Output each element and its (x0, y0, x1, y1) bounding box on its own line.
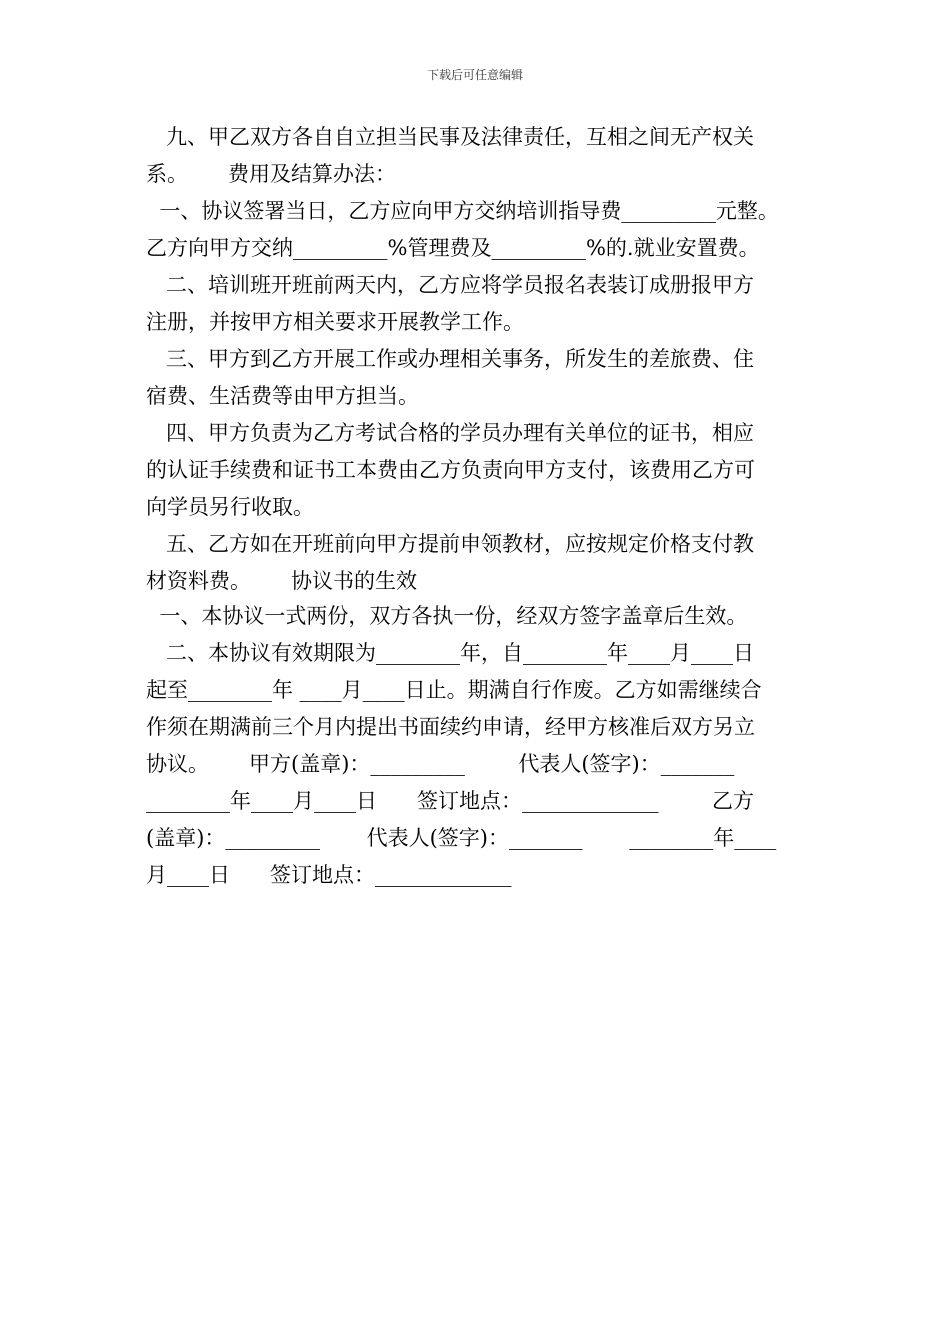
text-line: 系。 费用及结算办法： (146, 162, 397, 186)
text-line: 一、本协议一式两份，双方各执一份，经双方签字盖章后生效。 (146, 604, 748, 628)
text-line: 协议。 甲方(盖章)：_________ 代表人(签字)：_______ (146, 752, 735, 776)
text-line: 四、甲方负责为乙方考试合格的学员办理有关单位的证书，相应 (146, 421, 755, 445)
text-line: ________年____月____日 签订地点：_____________ 乙方 (146, 789, 754, 813)
text-line: 三、甲方到乙方开展工作或办理相关事务，所发生的差旅费、住 (146, 347, 755, 371)
text-line: 九、甲乙双方各自自立担当民事及法律责任，互相之间无产权关 (146, 125, 755, 149)
text-line: 起至________年 ____月____日止。期满自行作废。乙方如需继续合 (146, 678, 762, 702)
text-line: (盖章)：_________ 代表人(签字)：_______ ________年____ (146, 826, 777, 850)
page-header: 下载后可任意编辑 (426, 68, 523, 82)
text-line: 五、乙方如在开班前向甲方提前申领教材，应按规定价格支付教 (146, 532, 755, 556)
text-line: 月____日 签订地点：_____________ (146, 863, 512, 887)
text-line: 宿费、生活费等由甲方担当。 (146, 384, 419, 408)
text-line: 二、培训班开班前两天内，乙方应将学员报名表装订成册报甲方 (146, 273, 755, 297)
text-line: 乙方向甲方交纳_________%管理费及_________%的.就业安置费。 (146, 236, 760, 260)
text-line: 注册，并按甲方相关要求开展教学工作。 (146, 310, 524, 334)
text-line: 向学员另行收取。 (146, 495, 314, 519)
text-line: 二、本协议有效期限为________年，自________年____月____日 (146, 641, 755, 665)
text-line: 的认证手续费和证书工本费由乙方负责向甲方支付，该费用乙方可 (146, 458, 755, 482)
text-line: 材资料费。 协议书的生效 (146, 569, 418, 593)
text-line: 作须在期满前三个月内提出书面续约申请，经甲方核准后双方另立 (146, 715, 755, 739)
text-line: 一、协议签署当日，乙方应向甲方交纳培训指导费_________元整。 (146, 199, 779, 223)
